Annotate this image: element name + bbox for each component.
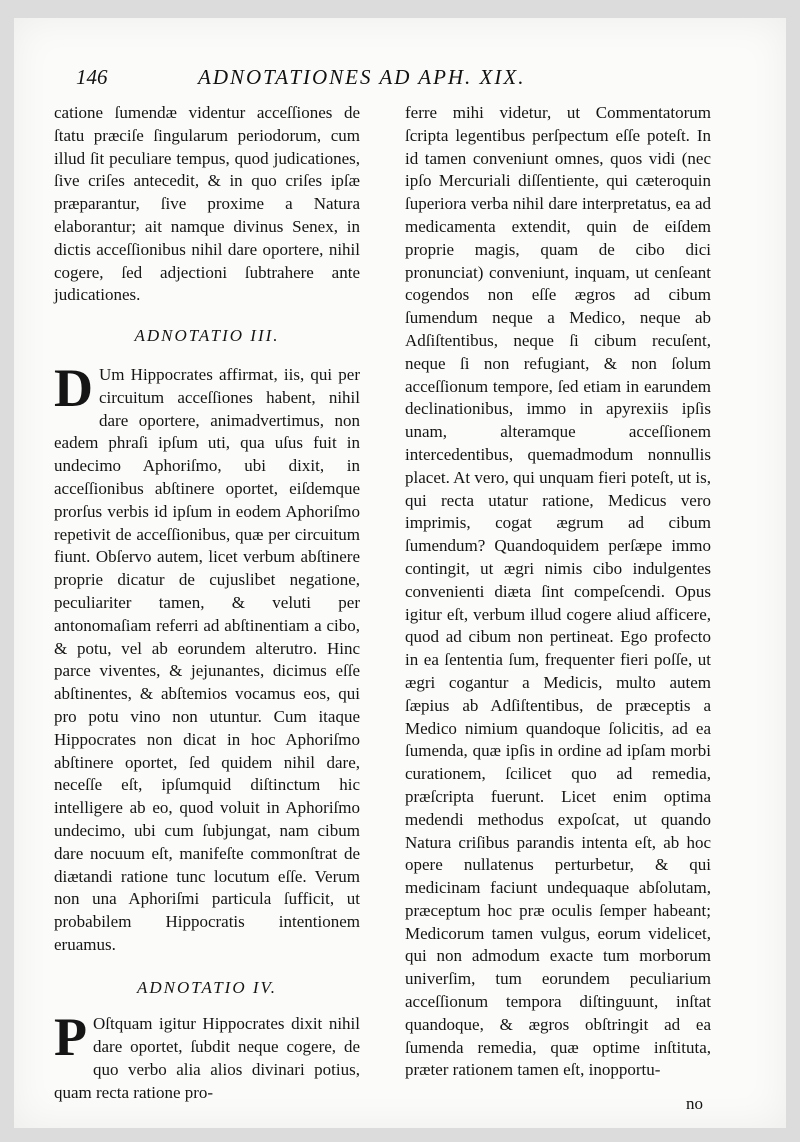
left-column bbox=[54, 102, 360, 1105]
drop-cap: D bbox=[54, 357, 93, 418]
paragraph-text: Oſtquam igitur Hippocrates dixit nihil dare oportet, ſubdit neque cogere, de quo verbo alia alios divinari potius, quam recta ratione pro- bbox=[54, 1014, 360, 1102]
catchword: no bbox=[686, 1094, 703, 1113]
paragraph bbox=[54, 357, 360, 957]
section-heading: ADNOTATIO IV. bbox=[137, 977, 277, 997]
section-heading: ADNOTATIO III. bbox=[134, 326, 280, 346]
paragraph-text: Um Hippocrates affirmat, iis, qui per circuitum acceſſiones habent, nihil dare oportere, animadvertimus, non eadem phraſi ipſum uti, qua uſus fuit in undecimo Aphoriſmo, ubi dixit, in acceſſionibus abſtinere oportet, eiſdemque prorſus verbis id ipſum in eodem Aphoriſmo repetivit de acceſſionibus, quæ per circuitum fiunt. Obſervo autem, licet verbum abſtinere proprie dicatur de cujuslibet negatione, peculiariter tamen, & veluti per antonomaſiam referri ad abſtinentiam a cibo, & potu, vel ab eorundem alterutro. Hinc parce viventes, & jejunantes, dicimus eſſe abſtinentes, & abſtemios vocamus eos, qui pro potu vino non utuntur. Cum itaque Hippocrates non dicat in hoc Aphoriſmo abſtinere oportet, ſed quidem nihil dare, neceſſe eſt, ipſumquid diſtinctum hic intelligere ab eo, quod voluit in Aphoriſmo undecimo, ubi cum ſubjungat, nam cibum dare nocuum eſt, manifeſte commonſtrat de diætandi ratione tunc locutum eſſe. Verum non una Aphoriſmi particula ſufficit, ut probabilem Hippocratis intentionem eruamus. bbox=[54, 364, 360, 954]
book-page bbox=[14, 18, 786, 1128]
right-column bbox=[405, 102, 711, 1082]
paragraph: catione ſumendæ videntur acceſſiones de ſtatu præciſe ſingularum periodorum, cum illud ſit peculiare tempus, quod judicationes, ſive criſes antecedit, & in quo criſes ipſæ præparantur, ſive proxime a Natura elaborantur; ait namque divinus Senex, in dictis acceſſionibus nihil dare oportere, nihil cogere, ſed adjectioni ſubtrahere ante judicationes. bbox=[54, 103, 360, 305]
paragraph: ferre mihi videtur, ut Commentatorum ſcripta legentibus perſpectum eſſe poteſt. In id tamen conveniunt omnes, quos vidi (nec ipſo Mercuriali diſſentiente, qui cæteroquin ſuperiora verba nihil dare interpretatus, ea ad medicamenta extendit, quin de eiſdem proprie magis, quam de cibo dici pronunciat) conveniunt, inquam, ut cenſeant cogendos non eſſe ægros ad cibum ſumendum neque a Medico, neque ab Adſiſtentibus, neque ſi cibum recuſent, neque ſi non refugiant, & non ſolum acceſſionum tempore, ſed etiam in earundem declinationibus, immo in apyrexiis ipſis unam, alteramque acceſſionem intercedentibus, quemadmodum nonnullis placet. At vero, qui unquam fieri poteſt, ut is, qui recta utatur ratione, Medicus vero imprimis, cogat ægrum ad cibum ſumendum? Quandoquidem perſæpe immo contingit, ut ægri nimis cibo indulgentes convenienti diæta ſint compeſcendi. Opus igitur eſt, verbum illud cogere aliud aſficere, quod ad cibum non pertineat. Ego profecto in ea ſententia ſum, frequenter fieri poſſe, ut ægri cogantur a Medicis, multo autem ſæpius ab Adſiſtentibus, de præceptis a Medico nimium quandoque ſolicitis, ad ea ſumenda, quæ ipſis in ordine ad ipſam morbi curationem, ſcilicet quo ad remedia, præſcripta fuerunt. Licet enim optima medendi methodus expoſcat, ut quando Natura criſibus parandis intenta eſt, ab hoc opere nullatenus perturbetur, & qui medicinam faciunt undequaque abſolutam, præceptum hoc præ oculis ſemper habeant; Medicorum tamen vulgus, eorum videlicet, qui non admodum exacte tum morborum univerſim, tum eorundem peculiarium acceſſionum tempora diſtinguunt, inſtat quandoque, & ægros obſtringit ad ea ſumenda remedia, quæ optime inſtituta, præter rationem tamen eſt, inopportu- bbox=[405, 103, 711, 1080]
running-title: ADNOTATIONES AD APH. XIX. bbox=[198, 65, 526, 89]
page-number: 146 bbox=[76, 65, 108, 89]
drop-cap: P bbox=[54, 1007, 87, 1068]
paragraph bbox=[54, 1007, 360, 1104]
running-header bbox=[76, 62, 736, 92]
